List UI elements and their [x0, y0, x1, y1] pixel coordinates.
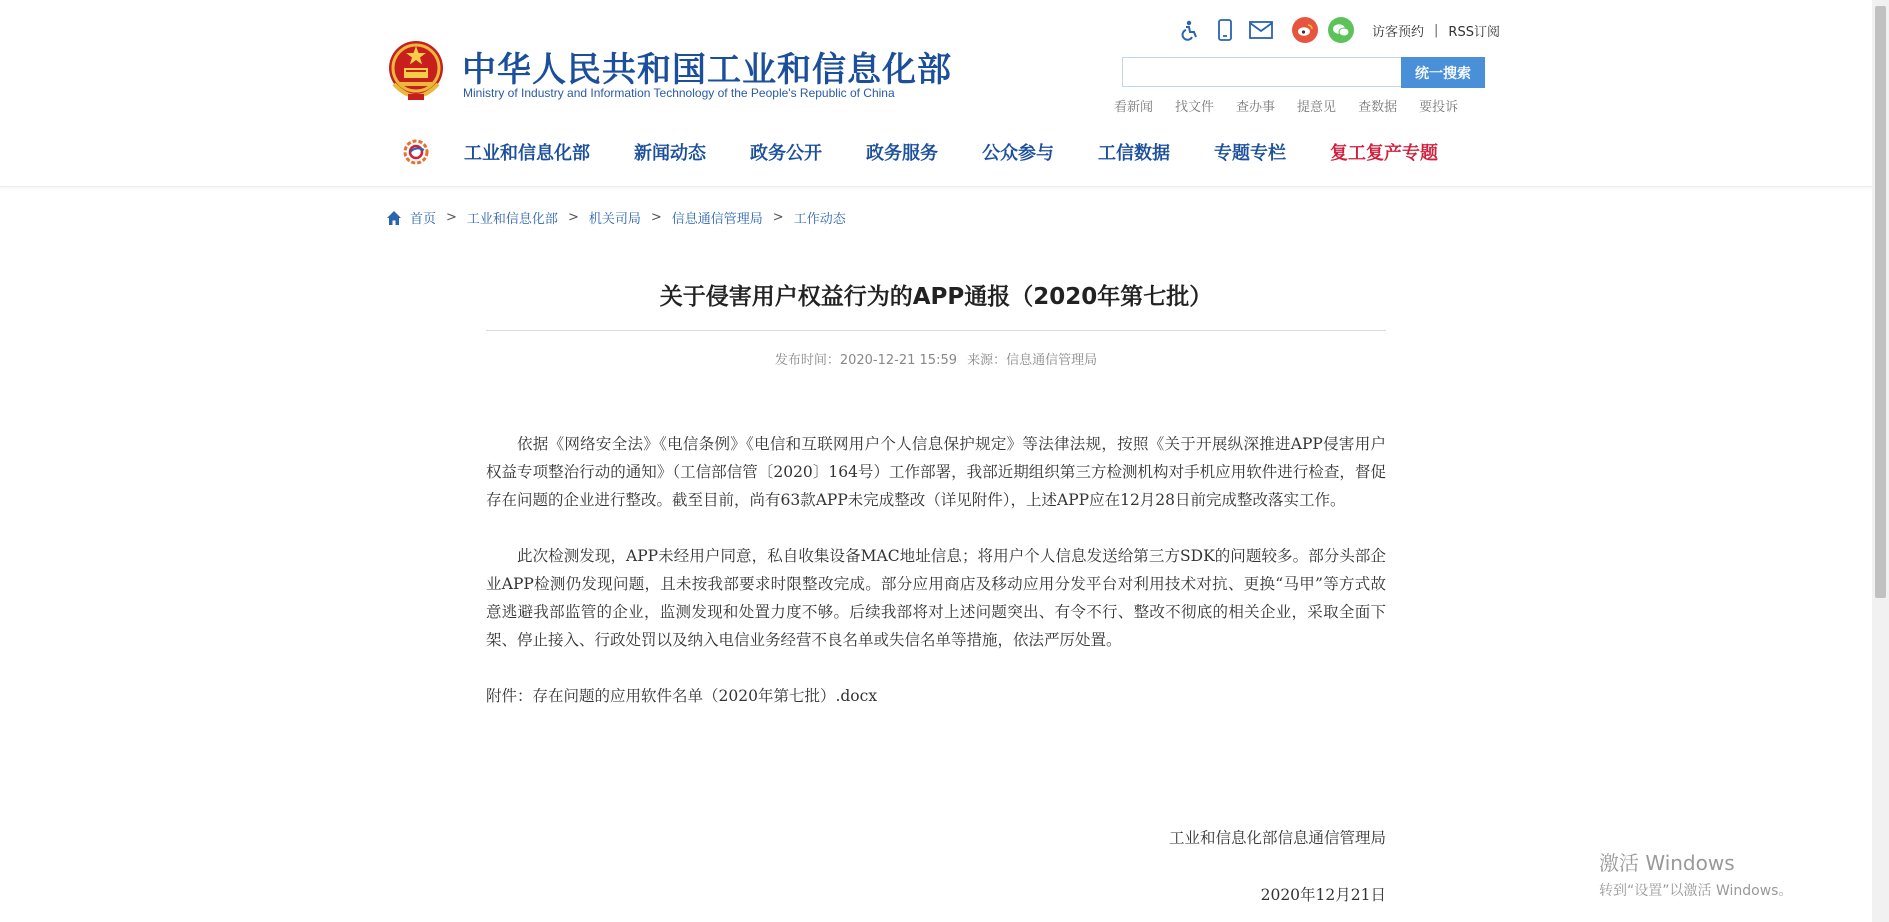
accessibility-icon[interactable]	[1176, 17, 1202, 43]
article-paragraph-1: 依据《网络安全法》《电信条例》《电信和互联网用户个人信息保护规定》等法律法规，按照《关于开展纵深推进APP侵害用户权益专项整治行动的通知》（工信部信管〔2020〕164号）工作部署，我部近期组织第三方检测机构对手机应用软件进行检查，督促存在问题的企业进行整改。截至目前，尚有63款APP未完成整改（详见附件），上述APP应在12月28日前完成整改落实工作。	[486, 435, 1386, 509]
attachment-label: 附件：	[486, 687, 533, 705]
breadcrumb-arrow: >	[772, 210, 784, 225]
breadcrumb-departments[interactable]: 机关司局	[588, 212, 641, 227]
article-title: 关于侵害用户权益行为的APP通报（2020年第七批）	[659, 284, 1213, 310]
nav-gov-affairs-open[interactable]: 政务公开	[750, 143, 822, 164]
attachment-link[interactable]: 存在问题的应用软件名单（2020年第七批）.docx	[532, 687, 878, 705]
breadcrumb-ict-bureau[interactable]: 信息通信管理局	[671, 212, 763, 227]
breadcrumb-work-updates[interactable]: 工作动态	[793, 212, 846, 227]
breadcrumb	[386, 208, 846, 227]
title-divider	[486, 330, 1386, 331]
page-scrollbar[interactable]	[1872, 0, 1889, 922]
article-paragraph-2: 此次检测发现，APP未经用户同意，私自收集设备MAC地址信息；将用户个人信息发送给第三方SDK的问题较多。部分头部企业APP检测仍发现问题，且未按我部要求时限整改完成。部分应用商店及移动应用分发平台对利用技术对抗、更换“马甲”等方式故意逃避我部监管的企业，监测发现和处置力度不够。后续我部将对上述问题突出、有令不行、整改不彻底的相关企业，采取全面下架、停止接入、行政处罚以及纳入电信业务经营不良名单或失信名单等措施，依法严厉处置。	[486, 547, 1386, 649]
search-input[interactable]	[1122, 57, 1401, 87]
mobile-icon[interactable]	[1212, 17, 1238, 43]
signature: 工业和信息化部信息通信管理局	[1168, 829, 1386, 847]
publish-time: 发布时间：2020-12-21 15:59	[774, 353, 957, 368]
nav-gov-services[interactable]: 政务服务	[866, 143, 938, 164]
breadcrumb-arrow: >	[446, 210, 457, 225]
top-toolbar	[1176, 16, 1500, 44]
watermark-subtitle: 转到“设置”以激活 Windows。	[1599, 883, 1793, 899]
toolbar-separator: |	[1434, 22, 1439, 38]
quick-link-feedback[interactable]: 提意见	[1297, 100, 1337, 115]
weibo-icon[interactable]	[1292, 17, 1318, 43]
quick-link-complaint[interactable]: 要投诉	[1419, 100, 1459, 115]
breadcrumb-arrow: >	[567, 210, 579, 225]
mail-icon[interactable]	[1248, 17, 1274, 43]
site-header	[0, 0, 1872, 187]
visitor-booking-link[interactable]: 访客预约	[1372, 24, 1425, 40]
article-source: 来源：信息通信管理局	[967, 353, 1098, 368]
rss-link[interactable]: RSS订阅	[1448, 24, 1500, 40]
breadcrumb-home[interactable]: 首页	[410, 212, 437, 227]
signature-date: 2020年12月21日	[1260, 886, 1386, 904]
quick-link-news[interactable]: 看新闻	[1114, 100, 1154, 115]
nav-public-participation[interactable]: 公众参与	[982, 143, 1054, 164]
scrollbar-thumb[interactable]	[1875, 6, 1886, 598]
national-emblem-icon	[386, 38, 446, 104]
article-meta	[486, 349, 1386, 368]
breadcrumb-miit[interactable]: 工业和信息化部	[466, 212, 558, 227]
site-title[interactable]: 中华人民共和国工业和信息化部	[462, 50, 952, 90]
breadcrumb-arrow: >	[650, 210, 662, 225]
wechat-icon[interactable]	[1328, 17, 1354, 43]
ministry-logo-icon[interactable]	[400, 136, 432, 168]
article-body	[486, 430, 1386, 738]
attachment-line	[486, 682, 1386, 710]
nav-special-topics[interactable]: 专题专栏	[1214, 143, 1286, 164]
site-subtitle: Ministry of Industry and Information Technology of the People's Republic of China	[463, 86, 895, 100]
nav-news[interactable]: 新闻动态	[634, 143, 706, 164]
nav-miit[interactable]: 工业和信息化部	[464, 143, 590, 164]
nav-miit-data[interactable]: 工信数据	[1098, 143, 1170, 164]
quick-links	[1114, 96, 1480, 115]
quick-link-data[interactable]: 查数据	[1358, 100, 1398, 115]
quick-link-documents[interactable]: 找文件	[1175, 100, 1215, 115]
unified-search-button[interactable]: 统一搜索	[1401, 57, 1485, 88]
main-nav	[400, 134, 1482, 170]
watermark-title: 激活 Windows	[1599, 851, 1735, 875]
quick-link-services[interactable]: 查办事	[1236, 100, 1276, 115]
home-icon	[386, 210, 402, 226]
windows-activation-watermark	[1599, 847, 1792, 900]
nav-resume-work-topic[interactable]: 复工复产专题	[1330, 143, 1438, 164]
